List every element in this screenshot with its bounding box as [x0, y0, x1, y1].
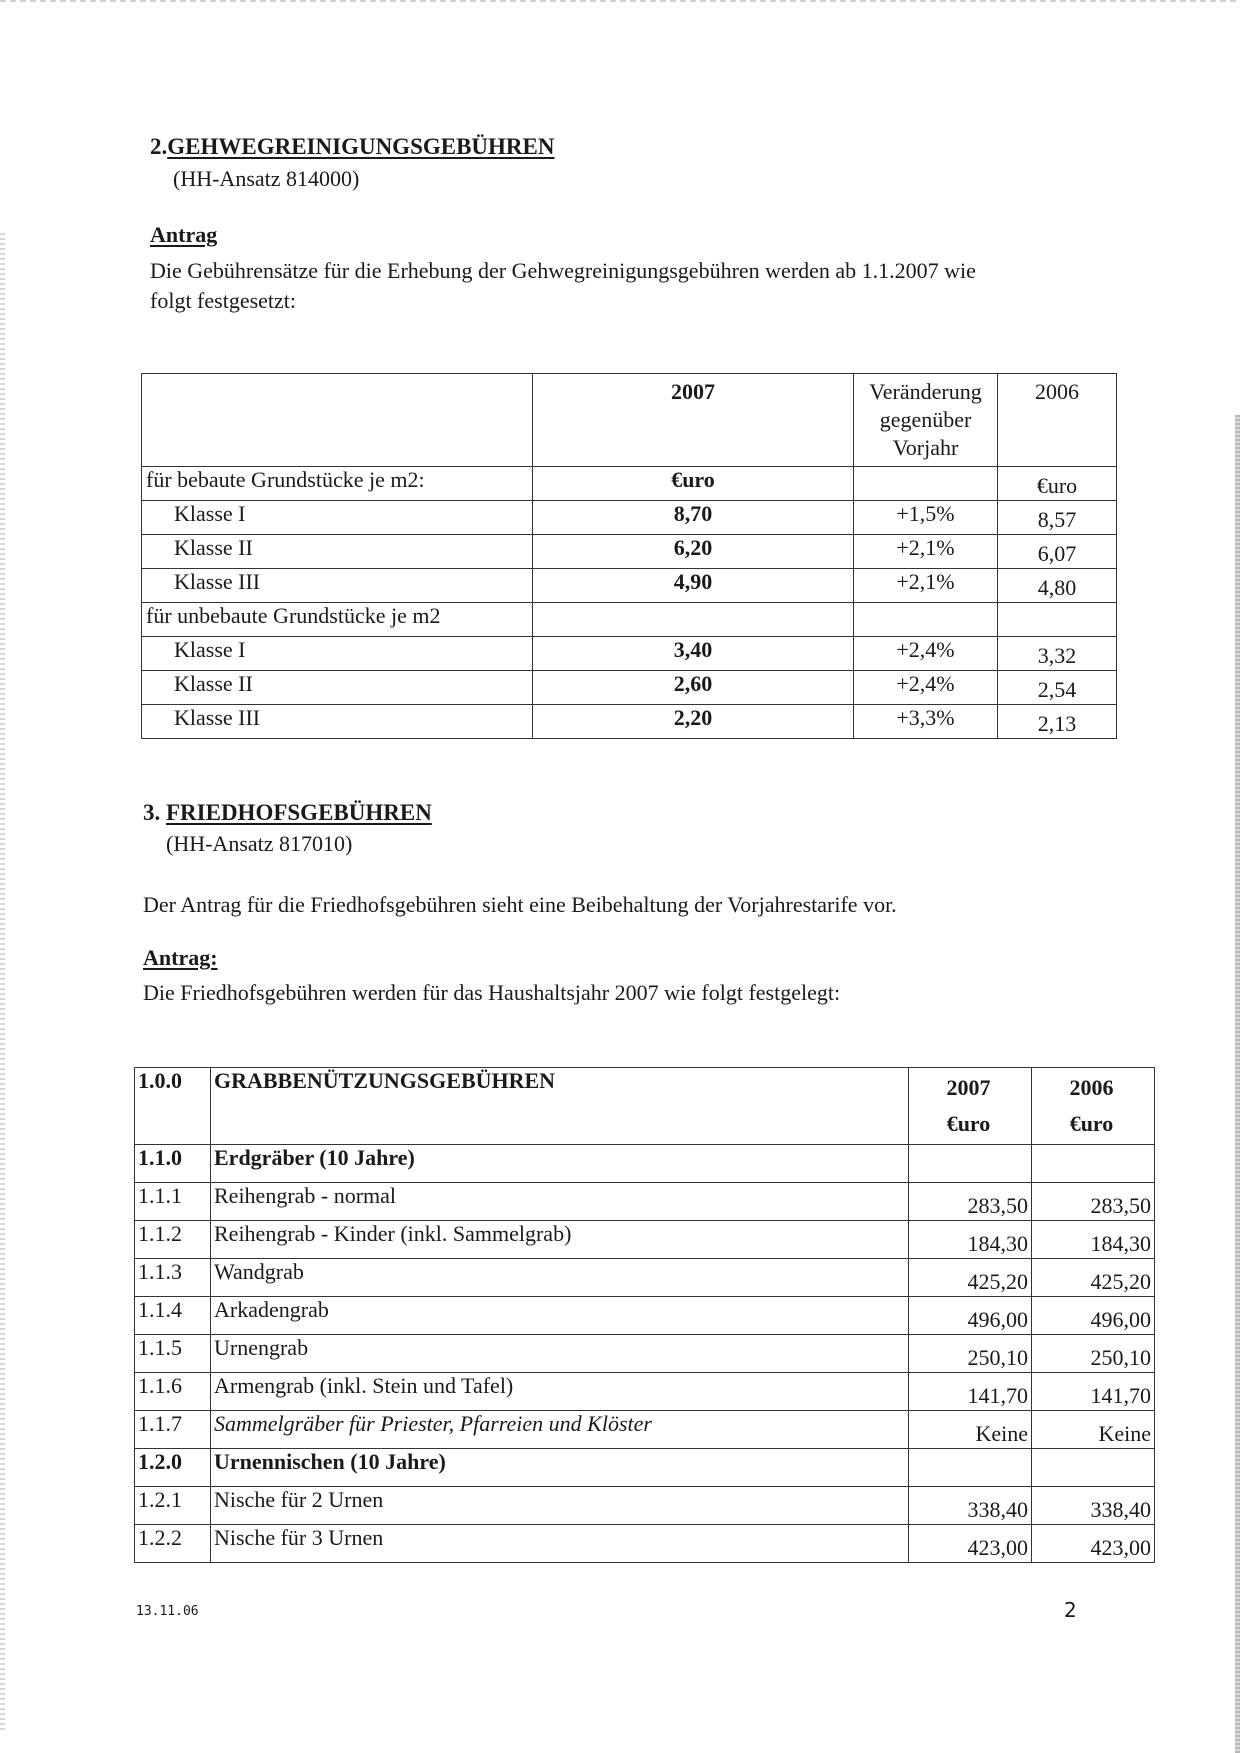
row-number: 1.1.5 [135, 1335, 211, 1373]
section3-budget-ref: (HH-Ansatz 817010) [166, 831, 353, 856]
table-row [142, 705, 1117, 739]
row-description: Reihengrab - normal [211, 1183, 909, 1221]
scan-artifact-top [0, 0, 1240, 2]
row-2007: 338,40 [909, 1487, 1032, 1525]
row-description: Nische für 3 Urnen [211, 1525, 909, 1563]
row-2007: 141,70 [909, 1373, 1032, 1411]
row-label: Klasse I [142, 501, 533, 535]
header-2007: 2007 [533, 374, 854, 467]
table-row [142, 467, 1117, 501]
row-2006: 8,57 [998, 501, 1117, 535]
row-2007 [909, 1449, 1032, 1487]
row-change: +2,4% [854, 671, 998, 705]
row-description: Erdgräber (10 Jahre) [211, 1145, 909, 1183]
row-number: 1.1.0 [135, 1145, 211, 1183]
row-2007: 8,70 [533, 501, 854, 535]
section2-motion-text-1: Die Gebührensätze für die Erhebung der Gehwegreinigungsgebühren werden ab 1.1.2007 wie [150, 258, 976, 283]
table-row [135, 1183, 1155, 1221]
row-2006: 141,70 [1032, 1373, 1155, 1411]
table-row [135, 1145, 1155, 1183]
row-number: 1.1.4 [135, 1297, 211, 1335]
row-2007: 6,20 [533, 535, 854, 569]
table-row [142, 535, 1117, 569]
row-description: Armengrab (inkl. Stein und Tafel) [211, 1373, 909, 1411]
row-label: Klasse II [142, 535, 533, 569]
footer-date: 13.11.06 [136, 1604, 199, 1619]
row-number: 1.1.7 [135, 1411, 211, 1449]
section3-number: 3. [143, 800, 161, 825]
section2-title: GEHWEGREINIGUNGSGEBÜHREN [167, 134, 555, 159]
row-2006: 425,20 [1032, 1259, 1155, 1297]
table-row [135, 1335, 1155, 1373]
row-label: für unbebaute Grundstücke je m2 [142, 603, 533, 637]
row-label: Klasse I [142, 637, 533, 671]
row-2007: 4,90 [533, 569, 854, 603]
section3-intro: Der Antrag für die Friedhofsgebühren sieht eine Beibehaltung der Vorjahrestarife vor. [143, 892, 897, 917]
cemetery-fee-table [134, 1067, 1155, 1563]
row-2006: 338,40 [1032, 1487, 1155, 1525]
row-2007 [533, 603, 854, 637]
table-header-row [135, 1068, 1155, 1145]
row-change: +1,5% [854, 501, 998, 535]
header-number: 1.0.0 [135, 1068, 211, 1145]
section2-number: 2. [150, 134, 168, 159]
section2-heading [150, 134, 555, 160]
row-2007 [909, 1145, 1032, 1183]
section2-motion-label: Antrag [150, 222, 218, 247]
header-label [142, 374, 533, 467]
row-2007: 3,40 [533, 637, 854, 671]
row-2006: 2,54 [998, 671, 1117, 705]
table-row [142, 637, 1117, 671]
row-description: Nische für 2 Urnen [211, 1487, 909, 1525]
row-2006: €uro [998, 467, 1117, 501]
row-2006 [998, 603, 1117, 637]
row-2006: 6,07 [998, 535, 1117, 569]
row-change [854, 467, 998, 501]
section2-budget-ref: (HH-Ansatz 814000) [173, 166, 360, 191]
sidewalk-fee-table [141, 373, 1117, 739]
row-2007: Keine [909, 1411, 1032, 1449]
row-2006: 3,32 [998, 637, 1117, 671]
row-description: Wandgrab [211, 1259, 909, 1297]
row-number: 1.1.3 [135, 1259, 211, 1297]
table-row [135, 1525, 1155, 1563]
table-row [135, 1411, 1155, 1449]
row-2006: 423,00 [1032, 1525, 1155, 1563]
row-number: 1.1.1 [135, 1183, 211, 1221]
row-2006: 4,80 [998, 569, 1117, 603]
section3-title: FRIEDHOFSGEBÜHREN [166, 800, 432, 825]
table-row [135, 1259, 1155, 1297]
table-row [135, 1373, 1155, 1411]
row-2007: 2,20 [533, 705, 854, 739]
row-2006: 250,10 [1032, 1335, 1155, 1373]
row-2006: 184,30 [1032, 1221, 1155, 1259]
row-2006: Keine [1032, 1411, 1155, 1449]
table-row [135, 1487, 1155, 1525]
table-row [142, 603, 1117, 637]
section3-motion-text: Die Friedhofsgebühren werden für das Haushaltsjahr 2007 wie folgt festgelegt: [143, 980, 841, 1005]
row-description: Urnengrab [211, 1335, 909, 1373]
row-2007: 283,50 [909, 1183, 1032, 1221]
page-number: 2 [1064, 1598, 1077, 1622]
header-title: GRABBENÜTZUNGSGEBÜHREN [211, 1068, 909, 1145]
table-row [135, 1297, 1155, 1335]
row-label: für bebaute Grundstücke je m2: [142, 467, 533, 501]
row-2007: €uro [533, 467, 854, 501]
table-row [142, 671, 1117, 705]
row-2007: 2,60 [533, 671, 854, 705]
header-2006: 2006 €uro [1032, 1068, 1155, 1145]
scan-artifact-right [1235, 415, 1240, 1753]
row-number: 1.1.2 [135, 1221, 211, 1259]
row-2006: 2,13 [998, 705, 1117, 739]
row-change [854, 603, 998, 637]
table-row [142, 569, 1117, 603]
row-number: 1.2.1 [135, 1487, 211, 1525]
scan-artifact-left [0, 230, 5, 1730]
section2-motion-text-2: folgt festgesetzt: [150, 288, 297, 313]
row-2006: 496,00 [1032, 1297, 1155, 1335]
row-change: +2,1% [854, 535, 998, 569]
row-change: +2,4% [854, 637, 998, 671]
row-label: Klasse III [142, 705, 533, 739]
table-header-row [142, 374, 1117, 467]
row-description: Reihengrab - Kinder (inkl. Sammelgrab) [211, 1221, 909, 1259]
row-2006 [1032, 1145, 1155, 1183]
row-change: +2,1% [854, 569, 998, 603]
header-change: Veränderung gegenüber Vorjahr [854, 374, 998, 467]
row-number: 1.2.2 [135, 1525, 211, 1563]
row-2007: 423,00 [909, 1525, 1032, 1563]
table-row [135, 1221, 1155, 1259]
section3-motion-label: Antrag: [143, 945, 218, 970]
table-row [135, 1449, 1155, 1487]
row-2007: 184,30 [909, 1221, 1032, 1259]
header-2006: 2006 [998, 374, 1117, 467]
row-number: 1.1.6 [135, 1373, 211, 1411]
row-2007: 250,10 [909, 1335, 1032, 1373]
row-description: Urnennischen (10 Jahre) [211, 1449, 909, 1487]
row-label: Klasse II [142, 671, 533, 705]
row-number: 1.2.0 [135, 1449, 211, 1487]
table-row [142, 501, 1117, 535]
row-2006: 283,50 [1032, 1183, 1155, 1221]
row-2006 [1032, 1449, 1155, 1487]
row-description: Arkadengrab [211, 1297, 909, 1335]
row-change: +3,3% [854, 705, 998, 739]
row-description: Sammelgräber für Priester, Pfarreien und Klöster [211, 1411, 909, 1449]
row-label: Klasse III [142, 569, 533, 603]
row-2007: 425,20 [909, 1259, 1032, 1297]
section3-heading [143, 800, 432, 826]
row-2007: 496,00 [909, 1297, 1032, 1335]
header-2007: 2007 €uro [909, 1068, 1032, 1145]
